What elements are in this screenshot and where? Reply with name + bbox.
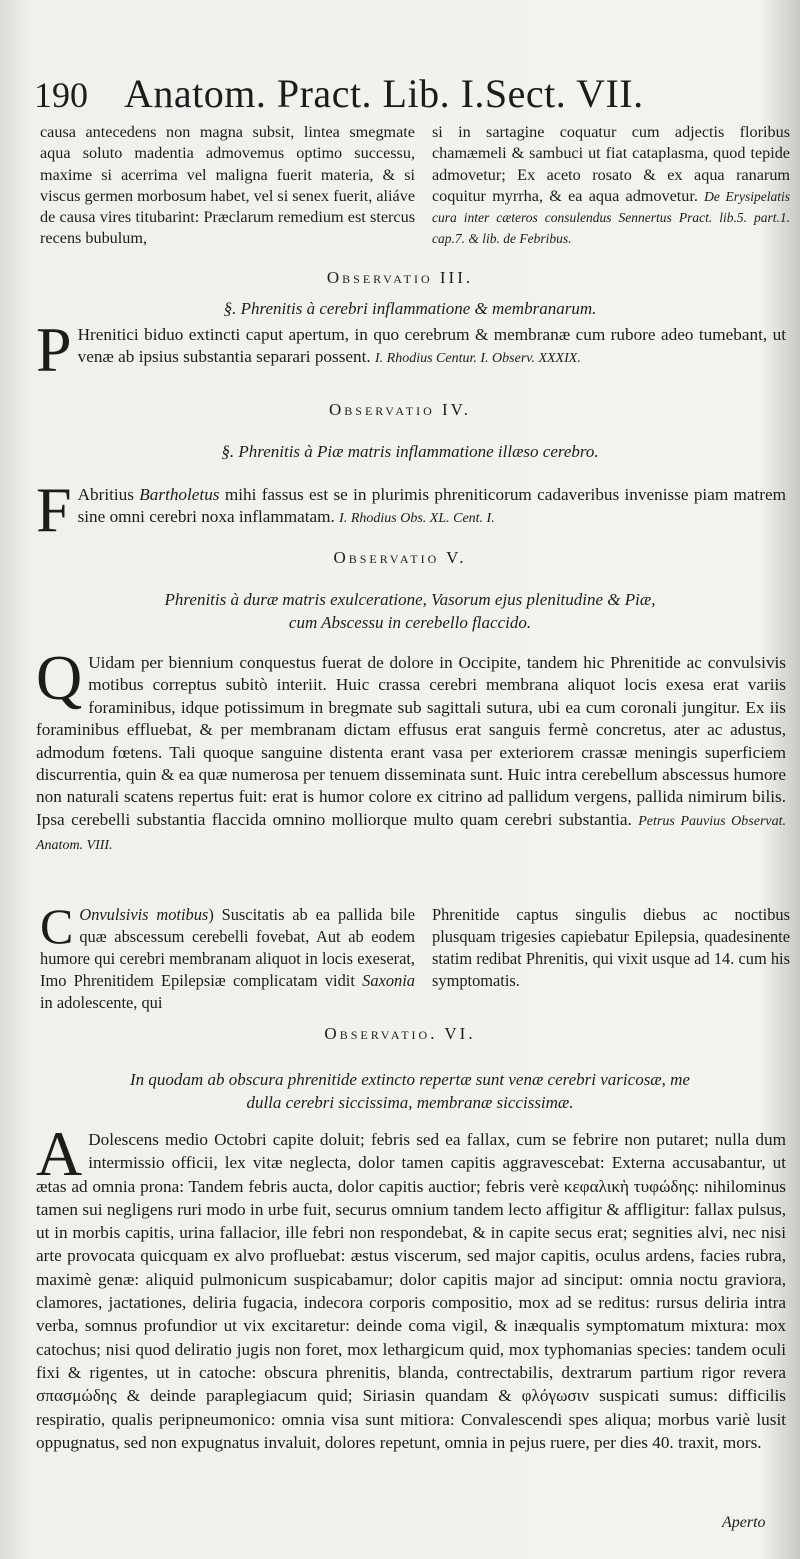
observation-6-dropcap: A [36,1118,83,1189]
top-left-text: causa antecedens non magna subsit, lintea smegmate aqua soluto madentia admovemus optimo successu, maxime si acerrima vel maligna fuerit materia, & si viscus germen morbosum habet, vel si senex fuerit, aliáve de causa vires titubarint: Præclarum remedium est stercus recens bubulum, [40,123,415,248]
observation-3-text: Hrenitici biduo extincti caput apertum, in quo cerebrum & membranæ cum rubore adeo tumebant, ut venæ ab ipsius substantia separari possent. [77,325,786,367]
scholion-left-body: ) Suscitatis ab ea pallida bile quæ abscessum cerebelli fovebat, Aut ab eodem humore qui cerebri membranam aliquot in locis exeserat, Imo Phrenitidem Epilepsiæ complicatam vidit [40,905,416,990]
observation-3-dropcap: P [36,314,72,385]
observation-5-dropcap: Q [36,642,83,713]
page-number: 190 [34,75,88,115]
observation-5-title: Observatio V. [333,548,467,567]
observation-4-reference: I. Rhodius Obs. XL. Cent. I. [339,511,495,527]
observation-4-paragraph [36,474,787,545]
catchword: Aperto [722,1514,766,1531]
top-left-column [40,122,415,250]
page-header [34,70,774,126]
observation-6-paragraph [36,1118,786,1454]
observation-4-text-a: Abritius [77,485,134,504]
observation-5-text: Uidam per biennium conquestus fuerat de dolore in Occipite, tandem hic Phrenitide ac convulsivis motibus correptus subitò interiit. Huic crassa cerebri membrana aliquot locis exesa erat variis foraminibus, idque potissimum in bregmate sub sagittali sutura, ubi ea cum coronali jungitur. Ex iis foraminibus effluebat, & per membranam dictam effusus erat sanguis fermè concretus, ater ac adustus, admodum fœtens. Tali quoque sanguine distenta erant vasa per exteriorem crassæ meningis superficiem discurrentia, quin & ea quæ numerosa per tenuem disseminata sunt. Huic intra cerebellum abscessus humore non naturali scatens repertus fuit: erat is humor colore ex citrino ad pallidum vergens, pallida nimirum bilis. Ipsa cerebelli substantia flaccida omnino molliorque multo quam cerebri substantia. [36,653,786,829]
running-head: Anatom. Pract. Lib. I.Sect. VII. [124,71,644,116]
observation-4-name: Bartholetus [139,485,220,504]
observation-4-text: mihi fassus est se in plurimis phreniticorum cadaveribus invenisse piam matrem sine omni cerebri noxa inflammatam. [77,485,787,527]
observation-3-reference: I. Rhodius Centur. I. Observ. XXXIX. [375,351,581,367]
scholion-lead: Onvulsivis motibus [79,905,209,924]
top-right-body: si in sartagine coquatur cum adjectis floribus chamæmeli & sambuci ut fiat cataplasma, quod tepide admovetur; Ex aceto rosato & ex aqua ranarum coquitur myrrha, & ea aqua admovetur. [432,123,790,205]
scholion-left-text [40,898,416,1014]
observation-5-subtitle-1: Phrenitis à duræ matris exulceratione, Vasorum ejus plenitudine & Piæ, [164,590,656,609]
observation-4-title: Observatio IV. [328,400,472,419]
scholion-place: Saxonia [362,971,415,990]
observation-4-dropcap: F [36,474,72,545]
observation-5-reference: Petrus Pauvius Observat. Anatom. VIII. [36,813,787,854]
observation-3-subtitle: §. Phrenitis à cerebri inflammatione & membranarum. [223,299,597,318]
observation-5-paragraph [36,642,787,858]
top-right-reference: De Erysipelatis cura inter cæteros consulendus Sennertus Pract. lib.5. part.1. cap.7. & lib. de Febribus. [432,188,790,247]
observation-6-text: Dolescens medio Octobri capite doluit; febris sed ea fallax, cum se febrire non putaret; nulla dum intermissio officii, lex vitæ neglecta, dolor tamen capitis aggravescebat: Externa accusabantur, ut ætas ad omnia prona: Tandem febris aucta, dolor capitis auctior; febris verè κεφαλικὴ τυφώδης: nihilominus tamen sui negligens ruri modo in urbe fuit, securus omnium tandem lecto affigitur & affligitur: fallax pulsus, ut in morbis capitis, urina fallacior, ille febri non respondebat, & in capite secus erat; segnities alvi, nec nisi arte provocata quicquam ex alvo profluebat: æstus viscerum, sed major capitis, oculus ardens, facies rubra, maximè genæ: aliquid pulmonicum suspicabamur; dolor capitis major ad sinciput: omnia noctu graviora, clamores, jactationes, deliria fugacia, indecora corporis compositio, mox ad se reditus: rursus deliria intra verba, somnus profundior ut vix excitaretur: deinde coma vigil, & inæqualis symptomatum mixtura: mox catochus; nisi quod deliratio jugis non foret, mox lethargicum quid, mox typhomanias species: tandem oculi fixi & rigentes, ut in catoche: obscura phrenitis, blanda, contrectabilis, dextrarum partium rigor revera σπασμώδης & deinde paraplegiacum quid; Siriasin quandam & φλόγωσιν suspicati sumus: difficilis respiratio, qualis peripneumonico: omnia visa sunt mitiora: Convalescendi spes aliqua; morbus variè lusit oppugnatus, sed non expugnatus invaluit, dolores repetunt, omnia in pejus ruere, per dies 40. traxit, mors. [36,1130,786,1452]
scholion-dropcap: C [40,898,74,954]
observation-6-subtitle-1: In quodam ab obscura phrenitide extincto repertæ sunt venæ cerebri varicosæ, me [130,1070,690,1089]
scholion-left-column [40,898,416,1014]
observation-3-title: Observatio III. [326,268,474,287]
observation-3-paragraph [36,314,786,385]
observation-6-subtitle-2: dulla cerebri siccissima, membranæ siccissimæ. [246,1093,574,1112]
scholion-left-end: in adolescente, qui [40,993,163,1012]
observation-6-title: Observatio. VI. [324,1024,476,1043]
top-right-text [432,122,790,250]
observation-5-subtitle-2: cum Abscessu in cerebello flaccido. [288,613,532,632]
scholion-right-text: Phrenitide captus singulis diebus ac noctibus plusquam trigesies capiebatur Epilepsia, quadesinente statim redibat Phrenitis, qui vixit usque ad 14. cum his symptomatis. [432,905,790,990]
observation-4-subtitle: §. Phrenitis à Piæ matris inflammatione illæso cerebro. [221,442,599,461]
top-right-column [432,122,790,250]
scholion-right-column [432,904,790,992]
